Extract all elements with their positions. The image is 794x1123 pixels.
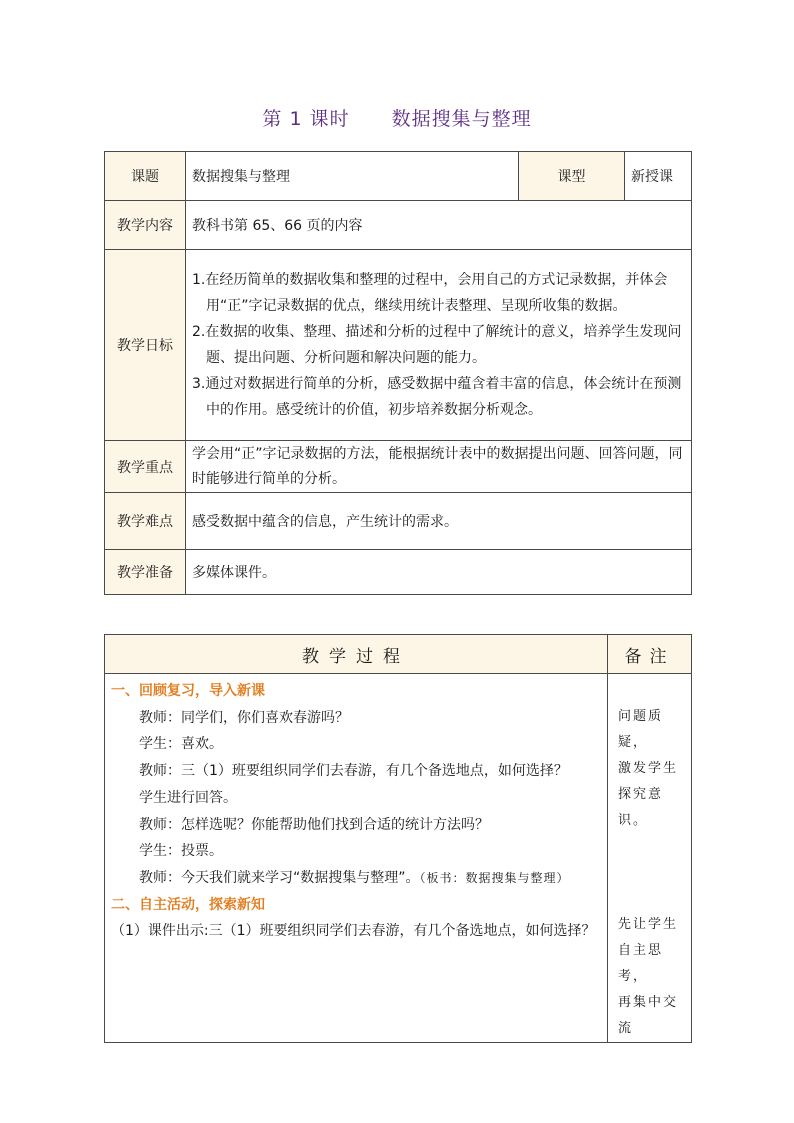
note-line: 自主思考，: [618, 943, 664, 984]
section-heading: 二、自主活动，探索新知: [111, 896, 265, 913]
content-value: 教科书第 65、66 页的内容: [186, 201, 692, 250]
dialogue-line: （1）课件出示:三（1）班要组织同学们去春游，有几个备选地点，如何选择？: [111, 923, 596, 940]
dialogue-line: 教师：同学们，你们喜欢春游吗？: [139, 709, 349, 726]
lesson-info-table: [104, 151, 692, 595]
teaching-process-table: [104, 634, 692, 1043]
prep-value: 多媒体课件。: [186, 550, 692, 595]
dialogue-line: 学生进行回答。: [139, 789, 237, 806]
dialogue-line: [111, 865, 601, 892]
objective-item: 2.在数据的收集、整理、描述和分析的过程中了解统计的意义，培养学生发现问题、提出问题、分析问题和解决问题的能力。: [192, 324, 682, 366]
focus-value: 学会用“正”字记录数据的方法，能根据统计表中的数据提出问题、回答问题，同时能够进行简单的分析。: [186, 441, 692, 493]
note-line: 激发学生: [618, 761, 679, 776]
page-title: [0, 104, 794, 131]
subject-label: 课题: [105, 152, 186, 201]
dialogue-line: 教师：三（1）班要组织同学们去春游，有几个备选地点，如何选择？: [139, 763, 568, 780]
lesson-number: 第 1 课时: [262, 108, 350, 130]
objectives-label: 教学日标: [105, 250, 186, 441]
objective-item: 1.在经历简单的数据收集和整理的过程中，会用自己的方式记录数据，并体会用“正”字记录数据的优点，继续用统计表整理、呈现所收集的数据。: [192, 272, 668, 314]
content-label: 教学内容: [105, 201, 186, 250]
board-note: （板书：数据搜集与整理）: [419, 870, 570, 885]
objective-item: 3.通过对数据进行简单的分析，感受数据中蕴含着丰富的信息，体会统计在预测中的作用。感受统计的价值，初步培养数据分析观念。: [192, 376, 682, 418]
prep-label: 教学准备: [105, 550, 186, 595]
section-heading: 一、回顾复习，导入新课: [111, 683, 265, 699]
dialogue-line: 教师：怎样选呢？你能帮助他们找到合适的统计方法吗？: [139, 816, 489, 833]
dialogue-line: 学生：投票。: [139, 843, 223, 860]
process-body: [105, 674, 608, 1043]
notes-header: 备注: [608, 635, 692, 674]
lesson-topic: 数据搜集与整理: [391, 108, 532, 130]
difficulty-label: 教学难点: [105, 493, 186, 550]
notes-column: [608, 674, 692, 1043]
note-line: 再集中交: [618, 995, 679, 1010]
note-line: 先让学生: [618, 917, 679, 932]
type-value: 新授课: [625, 152, 692, 201]
focus-label: 教学重点: [105, 441, 186, 493]
note-line: 问题质疑，: [618, 709, 664, 750]
note-line: 探究意识。: [618, 787, 664, 828]
type-label: 课型: [519, 152, 625, 201]
difficulty-value: 感受数据中蕴含的信息，产生统计的需求。: [186, 493, 692, 550]
subject-value: 数据搜集与整理: [186, 152, 519, 201]
note-line: 流: [618, 1021, 634, 1036]
dialogue-text: 教师：今天我们就来学习“数据搜集与整理”。: [139, 869, 420, 886]
process-header: 教学过程: [105, 635, 608, 674]
objectives-list: [186, 250, 692, 441]
dialogue-line: 学生：喜欢。: [139, 736, 223, 753]
